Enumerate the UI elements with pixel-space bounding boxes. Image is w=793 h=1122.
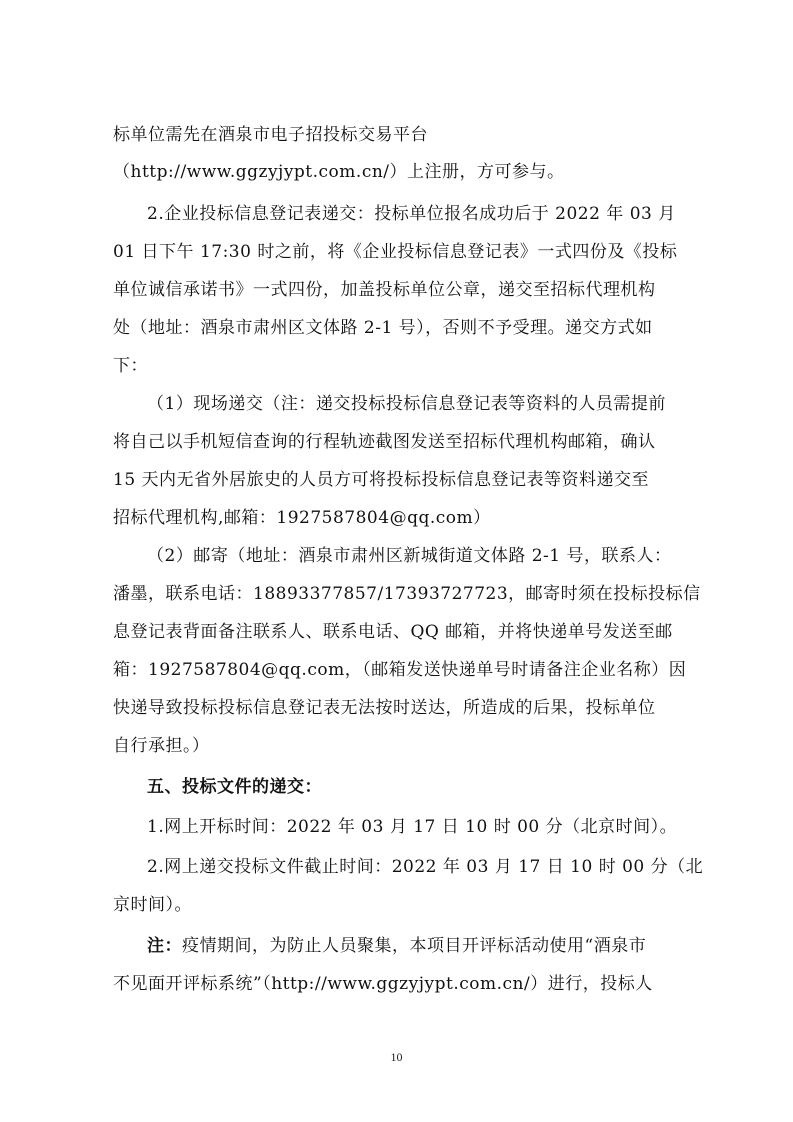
paragraph-line: 1.网上开标时间：2022 年 03 月 17 日 10 时 00 分（北京时间）。 (147, 817, 678, 837)
paragraph-line: （1）现场递交（注：递交投标投标信息登记表等资料的人员需提前 (147, 394, 666, 414)
paragraph-line: 息登记表背面备注联系人、联系电话、QQ 邮箱，并将快递单号发送至邮 (113, 622, 673, 642)
paragraph-line: 2.网上递交投标文件截止时间：2022 年 03 月 17 日 10 时 00 分（北 (147, 857, 704, 877)
paragraph-line: 潘墨，联系电话：18893377857/17393727723，邮寄时须在投标投标信 (113, 584, 701, 604)
page-number: 10 (390, 1050, 403, 1064)
paragraph-line: 标单位需先在酒泉市电子招投标交易平台 (113, 125, 428, 145)
paragraph-line: 01 日下午 17:30 时之前，将《企业投标信息登记表》一式四份及《投标 (113, 242, 678, 262)
paragraph-line: 京时间）。 (113, 895, 192, 915)
paragraph-line: 箱：1927587804@qq.com，（邮箱发送快递单号时请备注企业名称）因 (113, 660, 687, 680)
paragraph-line: 招标代理机构,邮箱：1927587804@qq.com） (113, 508, 491, 528)
paragraph-line: 快递导致投标投标信息登记表无法按时送达，所造成的后果，投标单位 (113, 698, 656, 718)
paragraph-line: 将自己以手机短信查询的行程轨迹截图发送至招标代理机构邮箱，确认 (113, 432, 656, 452)
paragraph-line: （http://www.ggzyjypt.com.cn/）上注册，方可参与。 (113, 162, 565, 182)
section-heading: 五、投标文件的递交： (147, 777, 322, 797)
note-paragraph-line (147, 931, 646, 956)
paragraph-line: 下： (113, 356, 148, 376)
paragraph-line: （2）邮寄（地址：酒泉市肃州区新城街道文体路 2-1 号，联系人： (147, 546, 672, 566)
paragraph-line: 2.企业投标信息登记表递交：投标单位报名成功后于 2022 年 03 月 (147, 204, 676, 224)
paragraph-line: 处（地址：酒泉市肃州区文体路 2-1 号），否则不予受理。递交方式如 (113, 318, 653, 338)
paragraph-line: 自行承担。） (113, 736, 210, 756)
paragraph-line: 不见面开评标系统”（http://www.ggzyjypt.com.cn/）进行，投标人 (113, 974, 653, 994)
note-text: 疫情期间，为防止人员聚集，本项目开评标活动使用“酒泉市 (182, 936, 647, 956)
paragraph-line: 单位诚信承诺书》一式四份，加盖投标单位公章，递交至招标代理机构 (113, 280, 656, 300)
note-label: 注： (147, 936, 182, 956)
paragraph-line: 15 天内无省外居旅史的人员方可将投标投标信息登记表等资料递交至 (113, 470, 650, 490)
